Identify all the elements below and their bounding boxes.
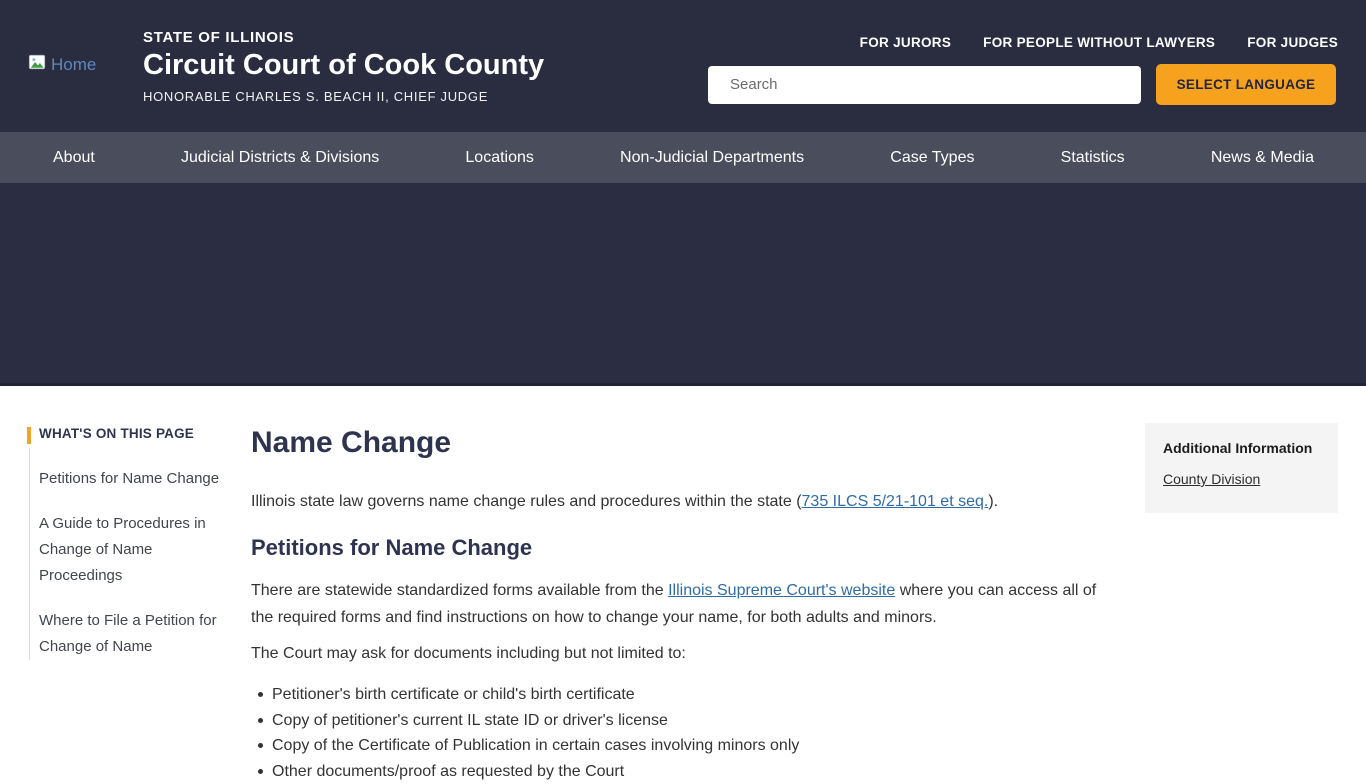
content-area <box>0 386 1366 768</box>
toc-item <box>39 466 227 492</box>
toc-accent-bar <box>27 427 31 444</box>
site-eyebrow: STATE OF ILLINOIS <box>143 29 544 46</box>
list-item: Copy of petitioner's current IL state ID or driver's license <box>251 708 1109 734</box>
intro-paragraph <box>251 489 1109 515</box>
hero-banner <box>0 183 1366 386</box>
additional-info-box <box>1145 423 1338 513</box>
toc-item <box>39 511 227 589</box>
list-item: Petitioner's birth certificate or child's birth certificate <box>251 682 1109 708</box>
site-title: Circuit Court of Cook County <box>143 49 544 82</box>
statute-link[interactable]: 735 ILCS 5/21-101 et seq. <box>802 493 989 510</box>
nav-item-locations[interactable]: Locations <box>465 149 534 167</box>
documents-list <box>251 682 1109 784</box>
section-heading-petitions: Petitions for Name Change <box>251 535 1109 561</box>
header-right <box>708 36 1338 105</box>
intro-text-after: ). <box>988 493 998 510</box>
nav-item-statistics[interactable]: Statistics <box>1061 149 1125 167</box>
toc-link-where-to-file[interactable]: Where to File a Petition for Change of Name <box>39 608 227 660</box>
nav-item-about[interactable]: About <box>53 149 95 167</box>
header-quick-links <box>708 36 1338 50</box>
article <box>251 386 1109 784</box>
documents-intro: The Court may ask for documents including but not limited to: <box>251 641 1109 667</box>
broken-image-icon <box>28 53 47 77</box>
forms-paragraph <box>251 578 1109 631</box>
search-input[interactable] <box>708 66 1141 104</box>
list-item: Copy of the Certificate of Publication in certain cases involving minors only <box>251 733 1109 759</box>
toc-heading: WHAT'S ON THIS PAGE <box>39 426 227 442</box>
home-link[interactable] <box>28 53 96 77</box>
additional-info-heading: Additional Information <box>1163 440 1320 457</box>
nav-item-news-media[interactable]: News & Media <box>1211 149 1314 167</box>
toc-sidebar <box>27 426 227 660</box>
search-row <box>708 64 1338 105</box>
nav-item-non-judicial-departments[interactable]: Non-Judicial Departments <box>620 149 804 167</box>
toc-list <box>39 466 227 660</box>
intro-text-before: Illinois state law governs name change rules and procedures within the state ( <box>251 493 802 510</box>
toc-rail-line <box>29 448 30 660</box>
header-link-for-judges[interactable]: FOR JUDGES <box>1247 36 1338 50</box>
site-header <box>0 0 1366 132</box>
main-nav <box>0 132 1366 183</box>
nav-item-case-types[interactable]: Case Types <box>890 149 974 167</box>
supreme-court-website-link[interactable]: Illinois Supreme Court's website <box>668 582 895 599</box>
select-language-button[interactable]: SELECT LANGUAGE <box>1156 64 1336 105</box>
toc-item <box>39 608 227 660</box>
page-title: Name Change <box>251 427 1109 459</box>
county-division-link[interactable]: County Division <box>1163 471 1260 488</box>
nav-item-judicial-districts-divisions[interactable]: Judicial Districts & Divisions <box>181 149 379 167</box>
site-title-block <box>143 29 544 104</box>
forms-text-after: where you can access all of the required forms and find instructions on how to change your name, for both adults and minors. <box>251 582 1096 626</box>
site-subtitle: HONORABLE CHARLES S. BEACH II, CHIEF JUDGE <box>143 89 544 104</box>
home-link-label: Home <box>51 55 96 75</box>
forms-text-before: There are statewide standardized forms available from the <box>251 582 668 599</box>
header-link-for-people-without-lawyers[interactable]: FOR PEOPLE WITHOUT LAWYERS <box>983 36 1215 50</box>
toc-link-guide-procedures[interactable]: A Guide to Procedures in Change of Name Proceedings <box>39 511 227 589</box>
list-item: Other documents/proof as requested by the Court <box>251 759 1109 784</box>
header-link-for-jurors[interactable]: FOR JURORS <box>860 36 952 50</box>
toc-link-petitions[interactable]: Petitions for Name Change <box>39 466 227 492</box>
